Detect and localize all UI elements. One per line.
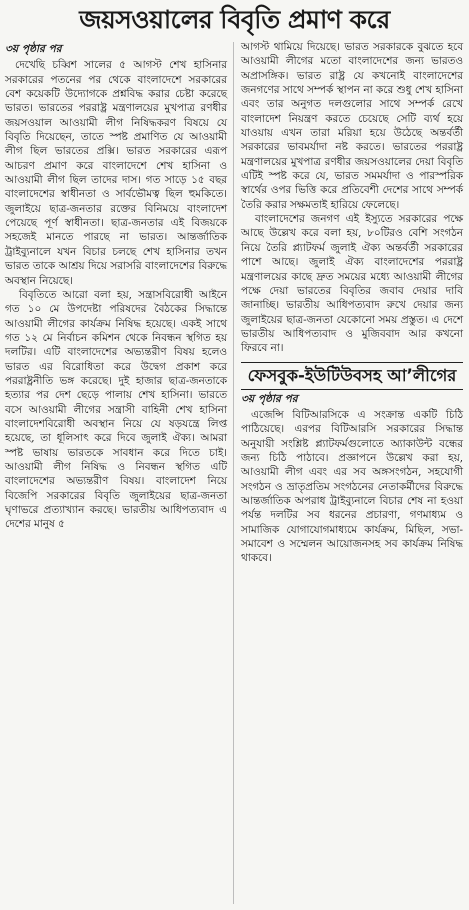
article-paragraph: বাংলাদেশের জনগণ এই ইস্যুতে সরকারের পক্ষে আছে উল্লেখ করে বলা হয়, ৮০টিরও বেশি সংগঠন নিয়ে তৈরি প্ল্যাটফর্ম জুলাই ঐক্য অন্তর্বর্তী সরকারের পাশে আছে। জুলাই ঐক্য বাংলাদেশের পররাষ্ট্র মন্ত্রণালয়ের কাছে দ্রুত সময়ের মধ্যে আওয়ামী লীগের পক্ষে দেয়া ভারতের বিবৃতির জবাব দেয়ার দাবি জানাচ্ছি। ভারতীয় আধিপত্যবাদ রুখে দেয়ার জন্য জুলাইয়ের ছাত্র-জনতা যেকোনো সময় প্রস্তুত। এ দেশে ভারতীয় আধিপত্যবাদ ও মুজিববাদ আর কখনো ফিরবে না।: [241, 213, 463, 355]
continued-from-label: ৩য় পৃষ্ঠার পর: [241, 392, 298, 405]
column-divider: [233, 42, 234, 904]
article-paragraph: আগস্ট থামিয়ে দিয়েছে। ভারত সরকারকে বুঝতে হবে আওয়ামী লীগের মতো বাংলাদেশের জন্য ভারতও অপ্রাসঙ্গিক। ভারত রাষ্ট্র যে কখনোই বাংলাদেশের জনগণের সাথে সম্পর্ক স্থাপন না করে শুধু শেখ হাসিনা এবং তার অনুগত দলগুলোর সাথে সম্পর্ক রেখে বাংলাদেশ নিয়ন্ত্রণ করতে চেয়েছে সেটি ব্যর্থ হয়ে যাওয়ায় এখন তারা মরিয়া হয়ে উঠেছে অন্তর্বর্তী সরকারের ভাবমর্যাদা নষ্ট করতে। ভারতের পররাষ্ট্র মন্ত্রণালয়ের মুখপাত্র রণধীর জয়সওয়ালের দেয়া বিবৃতি এটিই স্পষ্ট করে যে, ভারত সমমর্যাদা ও পারস্পরিক স্বার্থের ওপর ভিত্তি করে প্রতিবেশী দেশের সাথে সম্পর্ক তৈরি করার সক্ষমতাই হারিয়ে ফেলেছে।: [241, 41, 463, 211]
right-column: [241, 40, 463, 906]
article-paragraph: এজেন্সি বিটিআরসিকে এ সংক্রান্ত একটি চিঠি পাঠিয়েছে। এরপর বিটিআরসি সরকারের সিদ্ধান্ত অনুযায়ী সংশ্লিষ্ট প্ল্যাটফর্মগুলোতে অ্যাকাউন্ট বন্ধের জন্য চিঠি পাঠাবে। প্রজ্ঞাপনে উল্লেখ করা হয়, আওয়ামী লীগ এবং এর সব অঙ্গসংগঠন, সহযোগী সংগঠন ও ভ্রাতৃপ্রতিম সংগঠনের নেতাকর্মীদের বিরুদ্ধে আন্তর্জাতিক অপরাধ ট্রাইব্যুনালে বিচার শেষ না হওয়া পর্যন্ত দলটির সব ধরনের প্রচারণা, গণমাধ্যম ও সামাজিক যোগাযোগমাধ্যমে কার্যক্রম, মিছিল, সভা-সমাবেশ ও সম্মেলন আয়োজনসহ সব কার্যক্রম নিষিদ্ধ থাকবে।: [241, 408, 463, 565]
second-article-headline: ফেসবুক-ইউটিউবসহ আ’লীগের: [241, 362, 463, 390]
article-paragraph: বিবৃতিতে আরো বলা হয়, সন্ত্রাসবিরোধী আইনে গত ১০ মে উপদেষ্টা পরিষদের বৈঠকের সিদ্ধান্তে আওয়ামী লীগের কার্যক্রম নিষিদ্ধ হয়েছে। একই সাথে গত ১২ মে নির্বাচন কমিশন থেকে নিবন্ধন স্থগিত হয় দলটির। এটি বাংলাদেশের অভ্যন্তরীণ বিষয় হলেও ভারত এর বিরোধিতা করে উদ্বেগ প্রকাশ করে পররাষ্ট্রনীতি ভঙ্গ করেছে। দুই হাজার ছাত্র-জনতাকে হত্যার পর দেশ ছেড়ে পালায় শেখ হাসিনা। ভারতে বসে আওয়ামী লীগের সন্ত্রাসী বাহিনী শেখ হাসিনা বাংলাদেশবিরোধী অবস্থান নিয়ে যে ষড়যন্ত্রে লিপ্ত হয়েছে, তা ধূলিসাৎ করে দিবে জুলাই ঐক্য। আমরা স্পষ্ট ভাষায় ভারতকে সাবধান করে দিতে চাই। আওয়ামী লীগ নিষিদ্ধ ও নিবন্ধন স্থগিত এটি বাংলাদেশের অভ্যন্তরীণ বিষয়। বাংলাদেশ নিয়ে বিজেপি সরকারের বিবৃতি জুলাইয়ের ছাত্র-জনতা ঘৃণাভরে প্রত্যাখ্যান করছে। ভারতীয় আধিপত্যবাদ এ দেশের মানুষ ৫: [5, 288, 227, 531]
left-column: [5, 40, 227, 906]
article-paragraph: দেখেছি চব্বিশ সালের ৫ আগস্ট শেখ হাসিনার সরকারের পতনের পর থেকে বাংলাদেশে সরকারের বেশ কয়েকটি উদ্যোগকে প্রশ্নবিদ্ধ করার চেষ্টা করেছে ভারত। ভারতের পররাষ্ট্র মন্ত্রণালয়ের মুখপাত্র রণধীর জয়সওয়াল আওয়ামী লীগ নিষিদ্ধকরণ বিষয়ে যে বিবৃতি দিয়েছেন, তাতে স্পষ্ট প্রমাণিত যে আওয়ামী লীগ ছিল ভারতের প্রক্সি। ভারত সরকারের এরূপ আচরণ প্রমাণ করে বাংলাদেশে শেখ হাসিনা ও আওয়ামী লীগ ছিল তাদের দাস। গত সাড়ে ১৫ বছর বাংলাদেশের স্বাধীনতা ও সার্বভৌমত্ব ছিল হুমকিতে। জুলাইয়ে ছাত্র-জনতার রক্তের বিনিময়ে বাংলাদেশ পেয়েছে পূর্ণ স্বাধীনতা। ছাত্র-জনতার এই বিজয়কে সহজেই মানতে পারছে না ভারত। আন্তর্জাতিক ট্রাইব্যুনালে যখন বিচার চলছে শেখ হাসিনার তখন ভারত তাকে আশ্রয় দিয়ে সরাসরি বাংলাদেশের বিরুদ্ধে অবস্থান নিয়েছে।: [5, 59, 227, 287]
continued-from-label: ৩য় পৃষ্ঠার পর: [5, 43, 62, 55]
main-headline: জয়সওয়ালের বিবৃতি প্রমাণ করে: [79, 5, 390, 34]
